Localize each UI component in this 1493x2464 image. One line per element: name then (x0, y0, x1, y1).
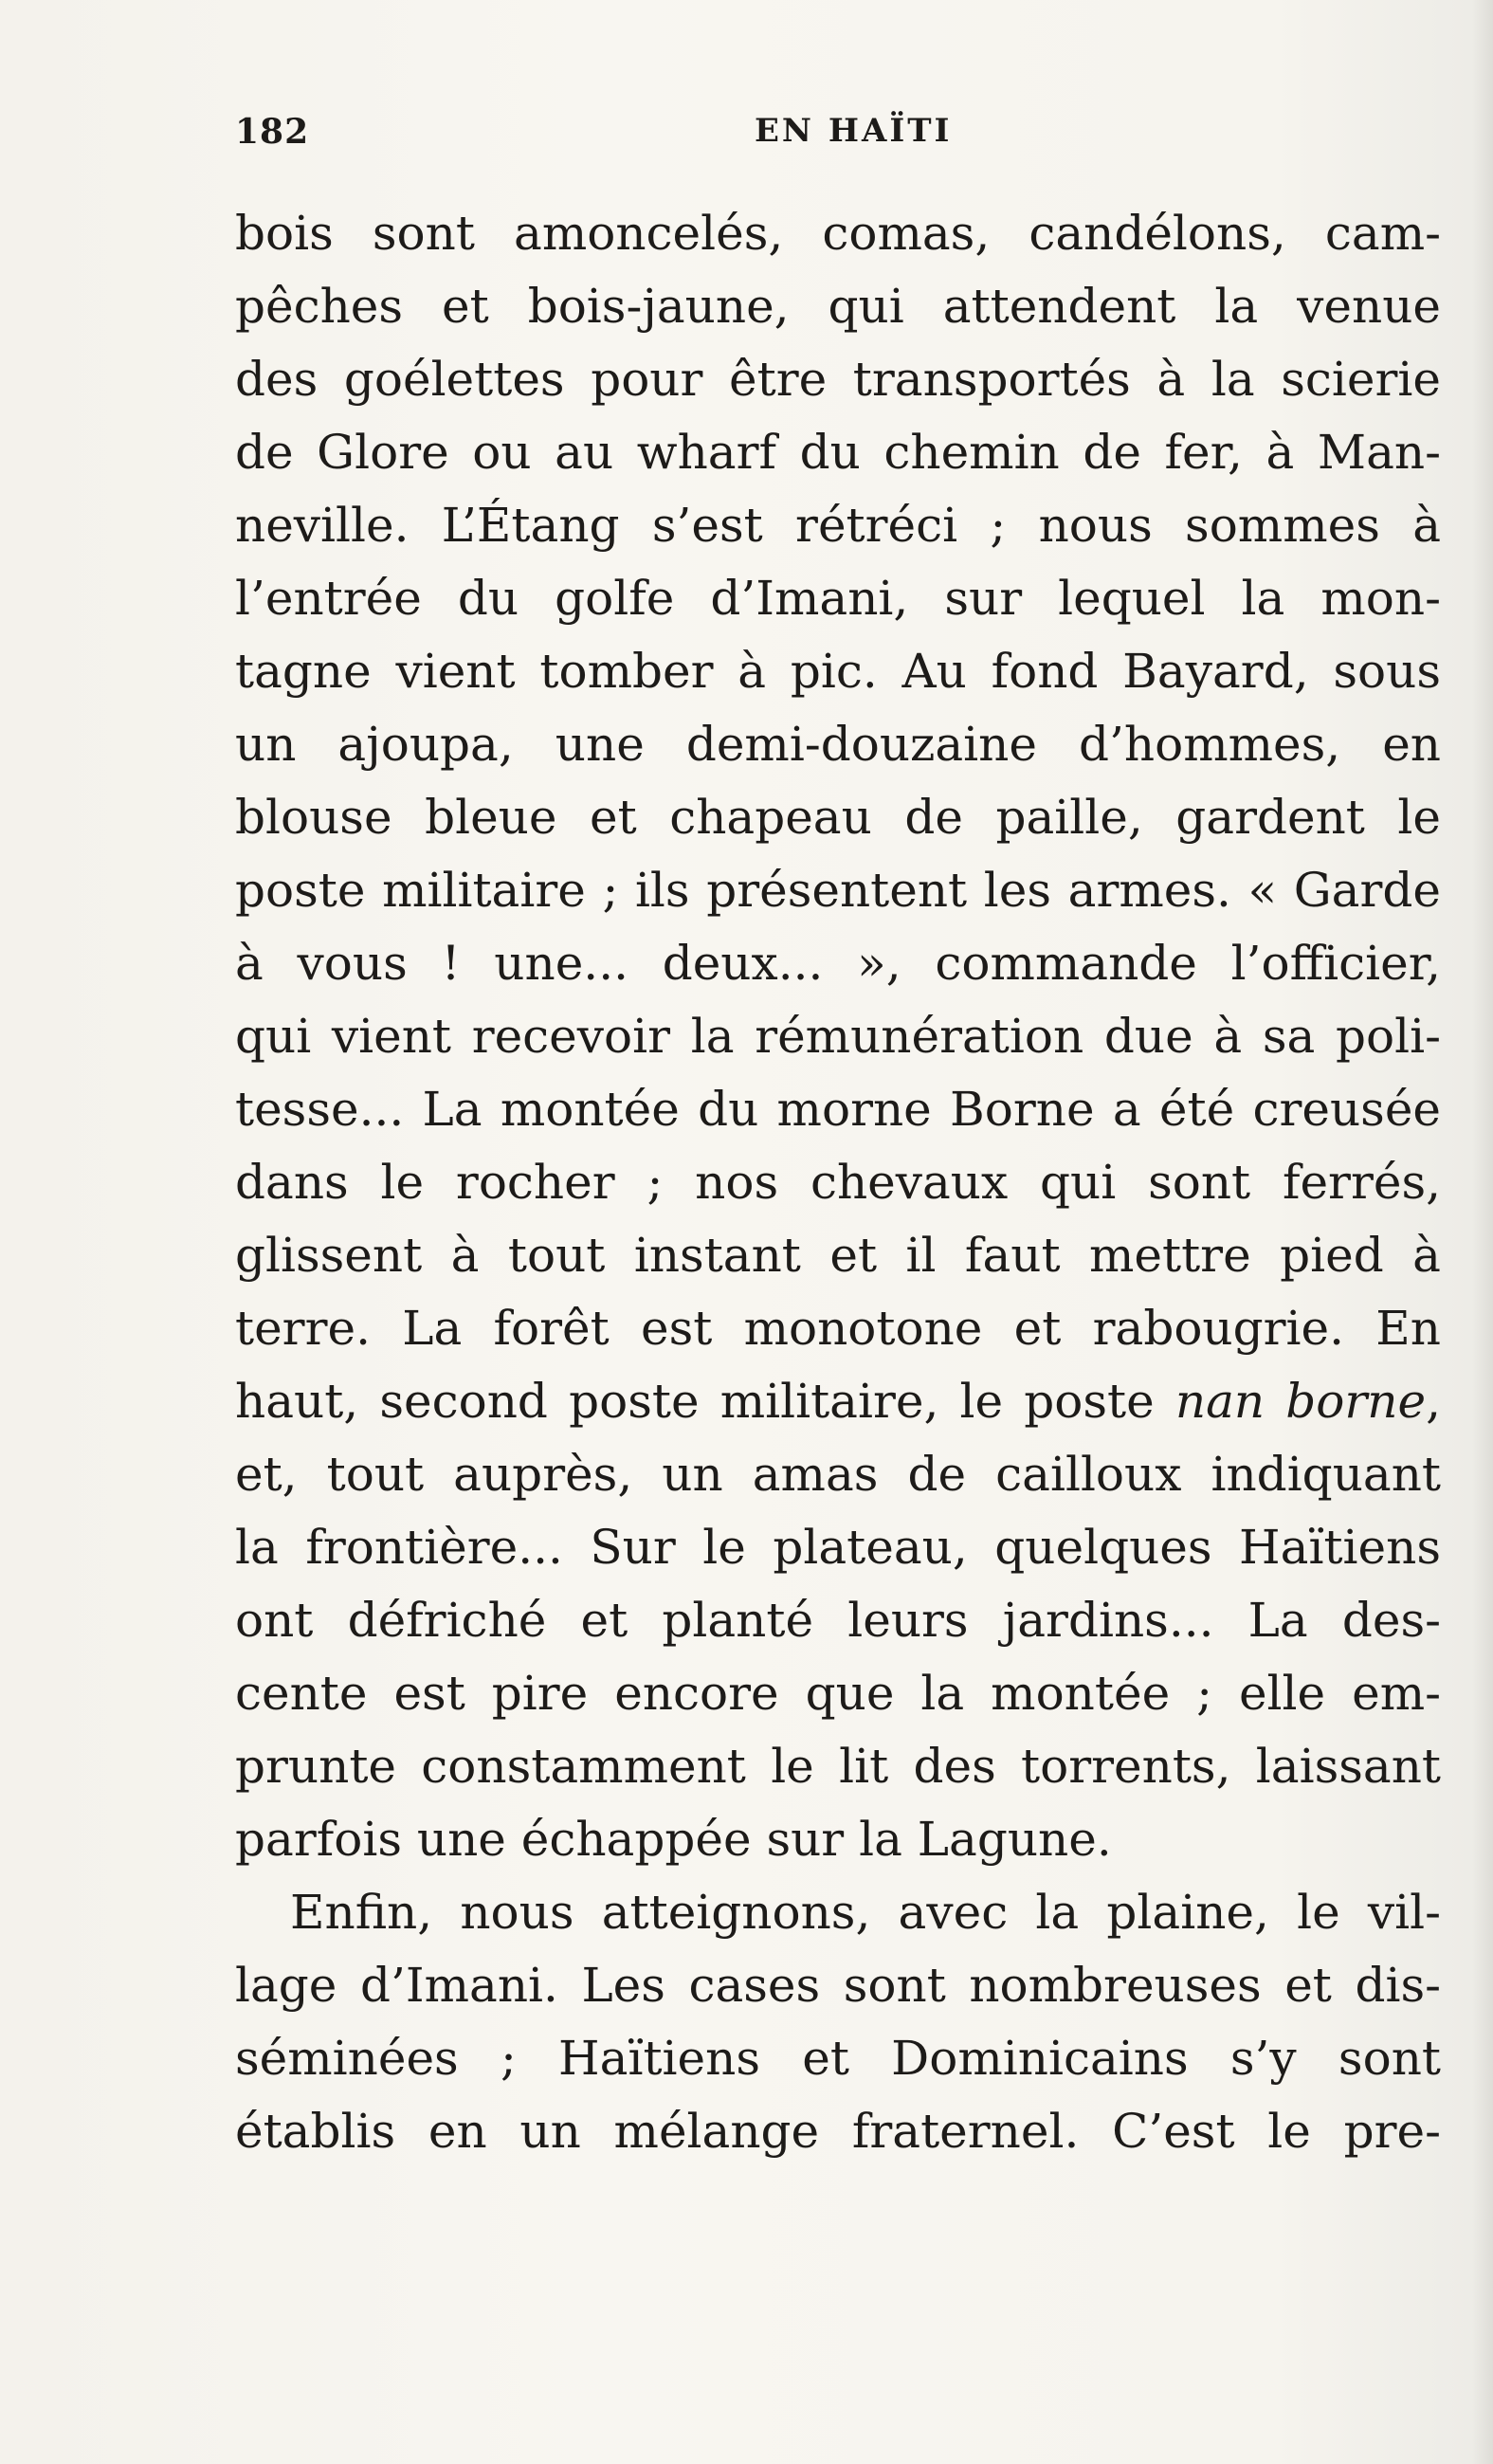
text-line: prunte constamment le lit des torrents, laissant (235, 1739, 1441, 1794)
text-line-paragraph-start: Enfin, nous atteignons, avec la plaine, le vil- (290, 1885, 1441, 1940)
page-number: 182 (235, 112, 310, 152)
text-line: blouse bleue et chapeau de paille, gardent le (235, 790, 1441, 845)
text-line: de Glore ou au wharf du chemin de fer, à Man- (235, 425, 1441, 480)
text-line: cente est pire encore que la montée ; elle em- (235, 1666, 1441, 1721)
text-line: des goélettes pour être transportés à la scierie (235, 352, 1441, 407)
running-head (235, 112, 1441, 159)
text-line: tesse... La montée du morne Borne a été creusée (235, 1082, 1441, 1137)
text-line: pêches et bois-jaune, qui attendent la venue (235, 279, 1441, 334)
body-text (235, 197, 1441, 2168)
text-line: qui vient recevoir la rémunération due à sa poli- (235, 1009, 1441, 1064)
text-line: ont défriché et planté leurs jardins... La des- (235, 1593, 1441, 1648)
text-line: bois sont amoncelés, comas, candélons, cam- (235, 206, 1441, 261)
text-line: la frontière... Sur le plateau, quelques Haïtiens (235, 1520, 1441, 1575)
text-line: glissent à tout instant et il faut mettre pied à (235, 1228, 1441, 1283)
running-title: EN HAÏTI (755, 112, 953, 150)
text-line: tagne vient tomber à pic. Au fond Bayard, sous (235, 644, 1441, 699)
text-line: lage d’Imani. Les cases sont nombreuses et dis- (235, 1958, 1441, 2013)
text-line-paragraph-end: parfois une échappée sur la Lagune. (235, 1812, 1112, 1867)
text-line: dans le rocher ; nos chevaux qui sont ferrés, (235, 1155, 1441, 1210)
page-edge-shadow (1472, 0, 1493, 2464)
text-fragment: haut, second poste militaire, le poste (235, 1374, 1175, 1429)
text-line: terre. La forêt est monotone et rabougrie. En (235, 1301, 1441, 1356)
text-line: un ajoupa, une demi-douzaine d’hommes, en (235, 717, 1441, 772)
text-line: établis en un mélange fraternel. C’est le pre- (235, 2104, 1441, 2159)
text-line: l’entrée du golfe d’Imani, sur lequel la mon- (235, 571, 1441, 626)
text-line: à vous ! une... deux... », commande l’officier, (235, 936, 1441, 991)
text-fragment: , (1426, 1374, 1441, 1429)
text-line: et, tout auprès, un amas de cailloux indiquant (235, 1447, 1441, 1502)
text-line-with-italic (235, 1365, 1441, 1438)
text-line: séminées ; Haïtiens et Dominicains s’y sont (235, 2031, 1441, 2086)
text-line: neville. L’Étang s’est rétréci ; nous sommes à (235, 498, 1441, 553)
italic-term: nan borne (1174, 1374, 1427, 1429)
text-line: poste militaire ; ils présentent les armes. « Garde (235, 863, 1441, 918)
